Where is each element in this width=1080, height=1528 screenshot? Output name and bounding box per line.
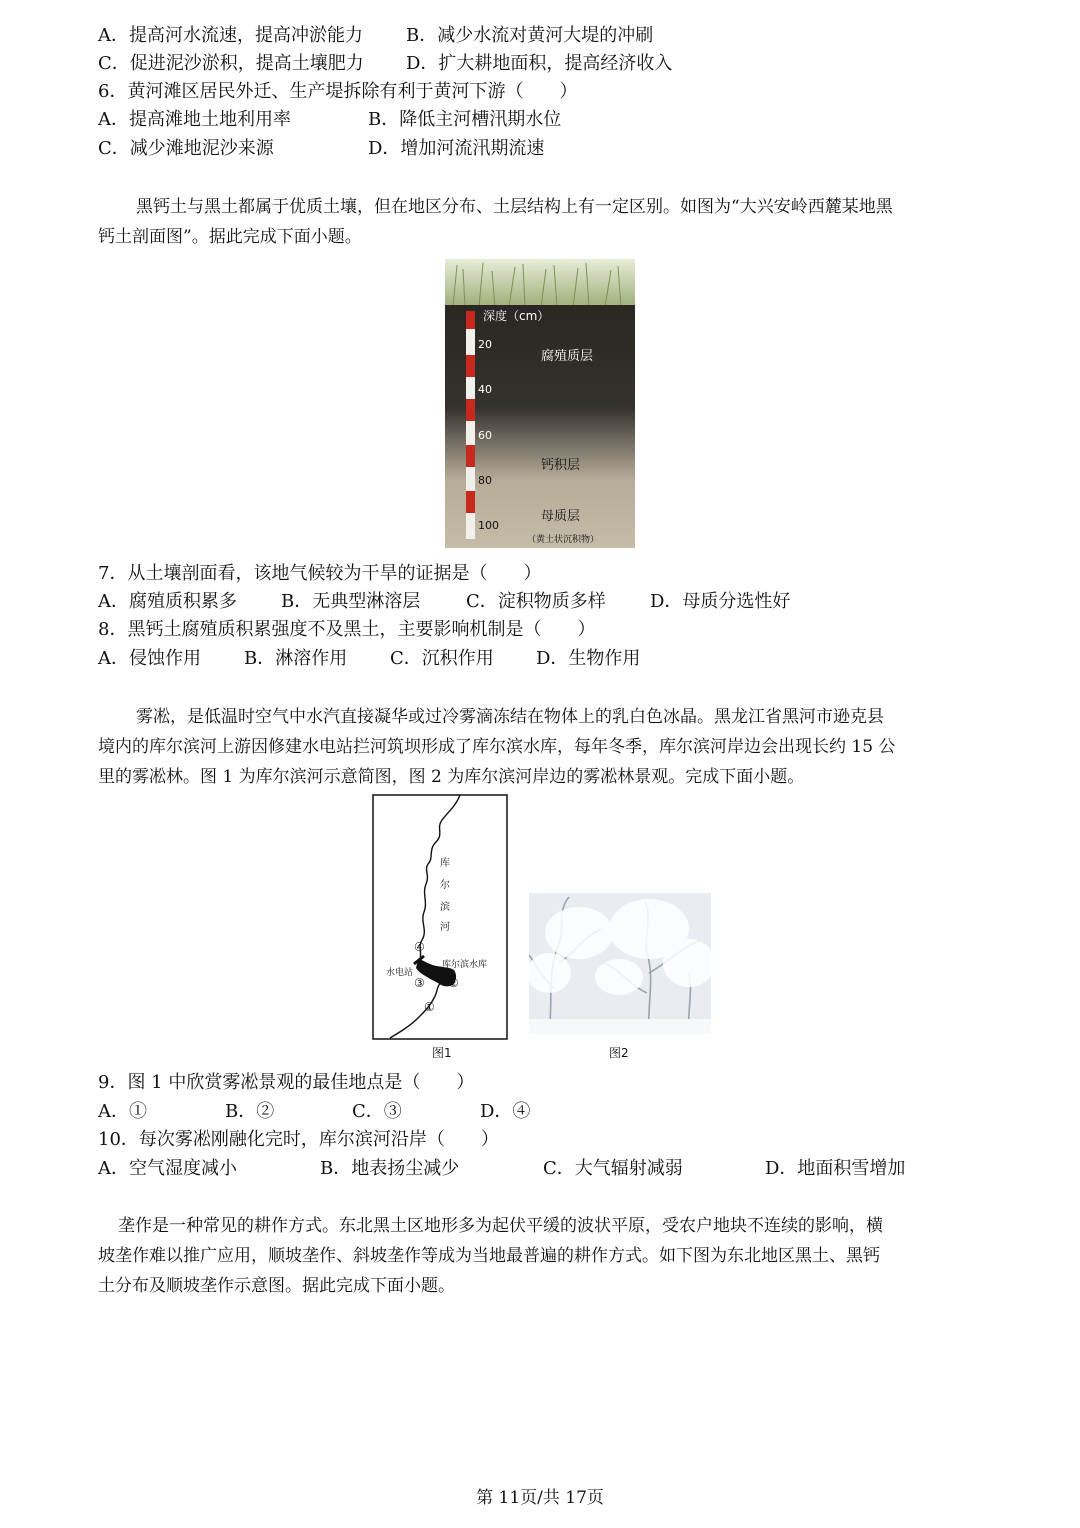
q6-option-a: A．提高滩地土地利用率 [98,109,291,130]
q10-option-c: C．大气辐射减弱 [543,1158,683,1179]
river-char-3: 滨 [440,902,450,913]
passage-black-calcic-soil [98,192,982,252]
q6-stem: 6．黄河滩区居民外迁、生产堤拆除有利于黄河下游（ ） [98,81,578,102]
q6-option-d: D．增加河流汛期流速 [368,138,545,159]
q5-option-c: C．促进泥沙淤积，提高土壤肥力 [98,53,364,74]
parent-material-label: 母质层 [541,509,581,524]
point-2: ② [448,976,459,990]
q7-option-a: A．腐殖质积累多 [98,591,237,612]
q10-stem: 10．每次雾凇刚融化完时，库尔滨河沿岸（ ） [98,1129,499,1150]
river-char-1: 库 [440,858,450,869]
q9-option-d: D．④ [480,1101,531,1122]
depth-ruler [466,311,475,539]
q9-option-c: C．③ [352,1101,402,1122]
q10-option-d: D．地面积雪增加 [765,1158,906,1179]
q8-option-a: A．侵蚀作用 [98,648,201,669]
reservoir-label: 库尔滨水库 [442,960,488,970]
river-map-figure [372,794,508,1040]
q10-option-a: A．空气湿度减小 [98,1158,237,1179]
parent-material-note: （黄土状沉积物） [527,535,600,545]
q5-option-b: B．减少水流对黄河大堤的冲刷 [406,25,654,46]
point-3: ③ [414,976,425,990]
q9-option-a: A．① [98,1101,147,1122]
q6-option-c: C．减少滩地泥沙来源 [98,138,274,159]
river-char-2: 尔 [440,880,450,891]
depth-tick-40: 40 [478,383,492,396]
point-4: ④ [414,940,425,954]
figure2-caption: 图2 [609,1046,629,1060]
passage2-line2: 境内的库尔滨河上游因修建水电站拦河筑坝形成了库尔滨水库，每年冬季，库尔滨河岸边会出现长约 15 公 [98,737,896,757]
passage2-line3: 里的雾凇林。图 1 为库尔滨河示意简图，图 2 为库尔滨河岸边的雾凇林景观。完成下面小题。 [98,767,805,787]
q8-option-b: B．淋溶作用 [244,648,348,669]
page-number-footer: 第 11页/共 17页 [476,1488,604,1508]
hydropower-station-label: 水电站 [386,968,414,978]
passage1-line2: 钙土剖面图”。据此完成下面小题。 [98,227,362,247]
passage1-line1: 黑钙土与黑土都属于优质土壤，但在地区分布、土层结构上有一定区别。如图为“大兴安岭西麓某地黑 [136,197,893,217]
passage3-line3: 土分布及顺坡垄作示意图。据此完成下面小题。 [98,1276,455,1296]
river-char-4: 河 [440,922,450,933]
q8-option-d: D．生物作用 [536,648,641,669]
figure1-caption: 图1 [432,1046,452,1060]
q10-option-b: B．地表扬尘减少 [320,1158,460,1179]
q7-stem: 7．从土壤剖面看，该地气候较为干旱的证据是（ ） [98,563,542,584]
soil-profile-figure [445,259,635,548]
point-1: ① [424,1000,435,1014]
q8-stem: 8．黑钙土腐殖质积累强度不及黑土，主要影响机制是（ ） [98,619,596,640]
depth-label: 深度（cm） [483,309,550,323]
q7-option-c: C．淀积物质多样 [466,591,606,612]
rime-forest-photo [529,893,711,1034]
humus-layer-label: 腐殖质层 [541,349,594,364]
depth-tick-80: 80 [478,474,492,487]
q6-option-b: B．降低主河槽汛期水位 [368,109,562,130]
q8-option-c: C．沉积作用 [390,648,494,669]
calcic-layer-label: 钙积层 [541,458,581,473]
depth-tick-100: 100 [478,519,499,532]
passage3-line1: 垄作是一种常见的耕作方式。东北黑土区地形多为起伏平缓的波状平原，受农户地块不连续的影响，横 [118,1216,883,1236]
passage-rime [98,702,982,792]
q5-option-a: A．提高河水流速，提高冲淤能力 [98,25,363,46]
passage-ridge-tillage [98,1211,982,1301]
q7-option-b: B．无典型淋溶层 [281,591,421,612]
passage3-line2: 坡垄作难以推广应用，顺坡垄作、斜坡垄作等成为当地最普遍的耕作方式。如下图为东北地区黑土、黑钙 [98,1246,880,1266]
q9-stem: 9．图 1 中欣赏雾凇景观的最佳地点是（ ） [98,1072,475,1093]
depth-tick-20: 20 [478,338,492,351]
q9-option-b: B．② [225,1101,275,1122]
passage2-line1: 雾凇，是低温时空气中水汽直接凝华或过冷雾滴冻结在物体上的乳白色冰晶。黑龙江省黑河市逊克县 [136,707,884,727]
depth-tick-60: 60 [478,429,492,442]
q5-option-d: D．扩大耕地面积，提高经济收入 [406,53,673,74]
q7-option-d: D．母质分选性好 [650,591,791,612]
